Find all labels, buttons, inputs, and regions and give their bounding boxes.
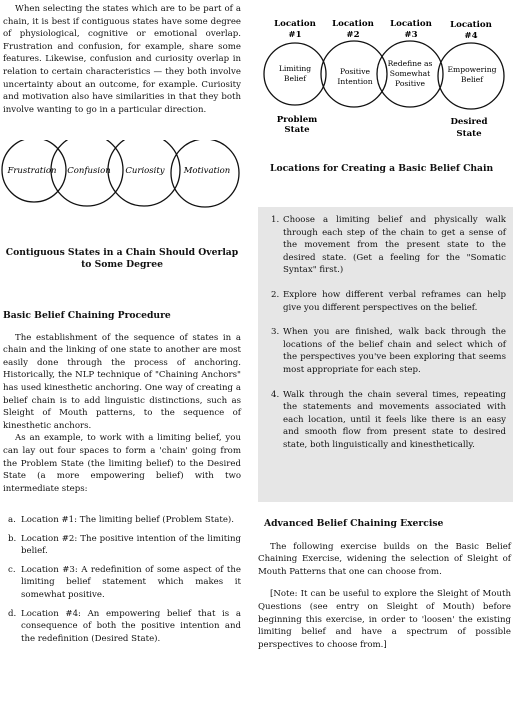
list-item: c. Location #3: A redefinition of some aspect of the limiting belief statement which makes it somewhat positive. <box>8 564 241 600</box>
locations-diagram <box>258 10 512 140</box>
circle-3-line3: Positive <box>395 79 425 88</box>
advanced-paragraph-1: The following exercise builds on the Basic Belief Chaining Exercise, widening the selection of Sleight of Mouth Patterns that one can choose from. <box>258 541 511 577</box>
list-item: 2. Explore how different verbal reframes can help give you different perspectives on the belief. <box>271 289 506 313</box>
list-item: 1. Choose a limiting belief and physically walk through each step of the chain to get a sense of the movement from the present state to the desired state. (Get a feeling for the "Somatic Syntax" first.) <box>271 215 506 276</box>
circle-4-line2: Belief <box>460 75 484 84</box>
list-item: 3. When you are finished, walk back through the locations of the belief chain and select which of the perspectives you've been exploring that seems most appropriate for each step. <box>271 327 506 375</box>
overlap-caption-block <box>0 247 244 271</box>
circle-3-line1: Redefine as <box>387 59 433 68</box>
state-label-curiosity: Curiosity <box>125 166 165 176</box>
circle-1-line2: Belief <box>283 74 307 83</box>
locations-list-block <box>3 514 241 651</box>
locations-caption: Locations for Creating a Basic Belief Chain <box>270 163 494 174</box>
advanced-paragraph-2: [Note: It can be useful to explore the Sleight of Mouth Questions (see entry on Sleight of Mouth) before beginning this exercise, in order to 'loosen' the existing limiting belief and have a spectrum of possible perspectives to choose from.] <box>258 589 511 650</box>
circle-2-line1: Positive <box>340 67 370 76</box>
circle-2-line2: Intention <box>337 77 373 86</box>
procedure-paragraph-1: The establishment of the sequence of states in a chain and the linking of one state to another are most easily done through the process of anchoring. Historically, the NLP technique of "Chaining Anchors" has used kinesthetic anchoring. One way of creating a belief chain is to add linguistic distinctions, such as Sleight of Mouth patterns, to the sequence of kinesthetic anchors. <box>3 332 241 431</box>
list-item: a. Location #1: The limiting belief (Problem State). <box>8 515 235 525</box>
location-header-2-line2: #2 <box>346 30 360 40</box>
location-header-3-line1: Location <box>390 19 432 29</box>
procedure-paragraph-2: As an example, to work with a limiting belief, you can lay out four spaces to form a 'chain' going from the Problem State (the limiting belief) to the Desired State (a more empowering belief) with two intermediate steps: <box>3 433 241 494</box>
problem-state-line2: State <box>284 125 310 135</box>
advanced-section <box>258 518 511 651</box>
circle-3-line2: Somewhat <box>389 69 431 78</box>
procedure-section <box>3 310 241 495</box>
desired-state-line1: Desired <box>450 117 488 127</box>
list-item: b. Location #2: The positive intention of the limiting belief. <box>8 533 241 557</box>
circle-4-line1: Empowering <box>447 65 497 74</box>
location-header-4-line2: #4 <box>464 31 478 41</box>
state-label-frustration: Frustration <box>7 166 57 176</box>
location-header-3-line2: #3 <box>404 30 418 40</box>
list-item: 4. Walk through the chain several times, repeating the statements and movements associated with each location, until it feels like there is an easy and smooth flow from present state to desired state, both linguistically and kinesthetically. <box>271 389 506 450</box>
steps-list <box>258 214 506 452</box>
desired-state-line2: State <box>456 129 482 139</box>
intro-paragraph: When selecting the states which are to be part of a chain, it is best if contiguous states have some degree of physiological, cognitive or emotional overlap. Frustration and confusion, for example, share some features. Likewise, confusion and curiosity overlap in relation to certain characteristics — they both involve uncertainty about an outcome, for example. Curiosity and motivation also have similarities in that they both involve wanting to go in a particular direction. <box>3 4 241 115</box>
procedure-heading: Basic Belief Chaining Procedure <box>3 310 171 321</box>
location-header-1-line1: Location <box>274 19 316 29</box>
state-label-motivation: Motivation <box>183 166 231 176</box>
location-header-2-line1: Location <box>332 19 374 29</box>
intro-section <box>3 3 241 116</box>
overlap-diagram <box>0 140 245 240</box>
steps-section <box>258 214 506 464</box>
circle-1-line1: Limiting <box>278 64 312 73</box>
problem-state-line1: Problem <box>276 115 318 125</box>
state-label-confusion: Confusion <box>67 166 111 176</box>
locations-list <box>3 514 241 645</box>
list-item: d. Location #4: An empowering belief that is a consequence of both the positive intention and the redefinition (Desired State). <box>8 608 241 644</box>
locations-caption-block <box>258 163 511 175</box>
location-header-4-line1: Location <box>450 20 492 30</box>
overlap-caption: Contiguous States in a Chain Should Overlap to Some Degree <box>5 247 239 270</box>
location-header-1-line2: #1 <box>288 30 302 40</box>
advanced-heading: Advanced Belief Chaining Exercise <box>264 518 444 529</box>
